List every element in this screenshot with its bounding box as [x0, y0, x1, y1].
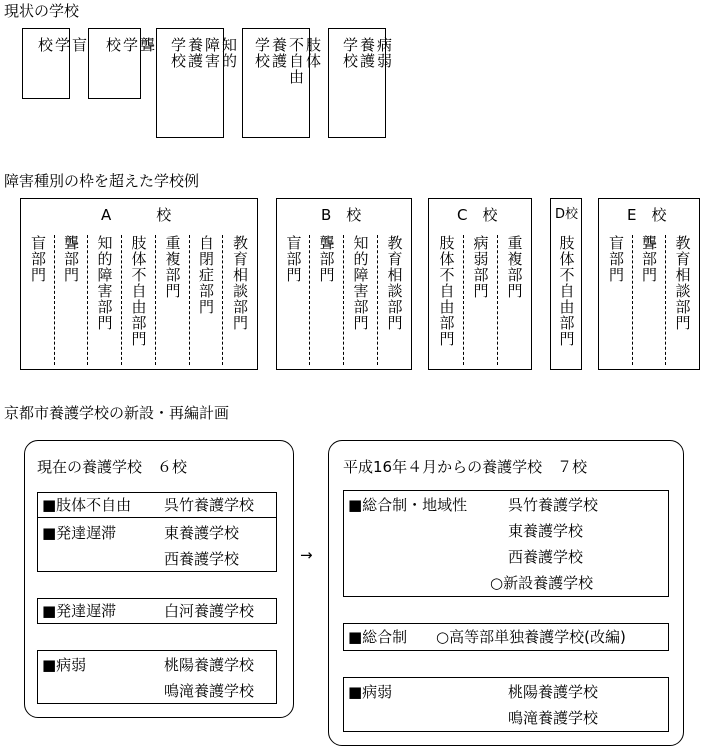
school-name: 東養護学校 [164, 524, 240, 542]
current-school-deaf [88, 28, 156, 99]
group-label: ■肢体不自由 [42, 496, 132, 514]
group-label: ■総合制・地域性 [348, 496, 468, 514]
department-label: 教育相談部門 [673, 235, 692, 331]
section-title-current: 現状の学校 [4, 2, 80, 20]
school-name: 東養護学校 [508, 522, 584, 540]
school-title: E 校 [627, 206, 667, 224]
panel-title: 現在の養護学校 ６校 [37, 458, 188, 476]
current-school-label: 聾 学 校 [104, 37, 156, 53]
department-label: 肢体不自由部門 [129, 235, 148, 347]
group-label: ■総合制 [348, 628, 408, 646]
current-school-label: 肢体 不自由 養護 学校 [253, 37, 322, 85]
section-title-examples: 障害種別の枠を超えた学校例 [4, 172, 200, 190]
department-label: 盲部門 [284, 235, 303, 283]
group-label: ■病弱 [42, 656, 87, 674]
school-name: 桃陽養護学校 [164, 656, 255, 674]
department-label: 病弱部門 [471, 235, 490, 299]
future-group-box [343, 490, 669, 597]
group-label: ■病弱 [348, 683, 393, 701]
department-label: 肢体不自由部門 [557, 235, 576, 347]
school-name: 鳴滝養護学校 [508, 709, 599, 727]
example-school-c [428, 198, 532, 370]
current-school-label: 病弱 養護 学校 [341, 37, 393, 69]
school-title: C 校 [457, 206, 498, 224]
department-label: 重複部門 [505, 235, 524, 299]
school-name: 鳴滝養護学校 [164, 682, 255, 700]
current-school-intellectual [156, 28, 238, 138]
section-title-plan: 京都市養護学校の新設・再編計画 [4, 404, 230, 422]
school-name: 白河養護学校 [164, 602, 255, 620]
school-name: ○高等部単独養護学校(改編) [436, 628, 626, 646]
example-school-d [550, 198, 582, 370]
school-title: D校 [555, 207, 579, 222]
school-name: 西養護学校 [508, 548, 584, 566]
department-label: 知的障害部門 [95, 235, 114, 331]
school-name: 呉竹養護学校 [164, 496, 255, 514]
current-school-health [328, 28, 393, 138]
example-school-e [598, 198, 700, 370]
department-label: 知的障害部門 [351, 235, 370, 331]
department-label: 肢体不自由部門 [437, 235, 456, 347]
group-label: ■発達遅滞 [42, 524, 117, 542]
current-group-box [37, 650, 277, 704]
school-name: 桃陽養護学校 [508, 683, 599, 701]
department-label: 教育相談部門 [231, 235, 249, 331]
current-school-label: 知的 障害 養護 学校 [169, 37, 238, 69]
example-school-a [20, 198, 258, 370]
school-name: ○新設養護学校 [490, 574, 594, 592]
school-name: 呉竹養護学校 [508, 496, 599, 514]
future-schools-panel [328, 440, 684, 746]
school-name: 西養護学校 [164, 550, 240, 568]
department-label: 盲部門 [607, 235, 625, 283]
department-label: 聾部門 [62, 235, 80, 283]
current-school-blind [22, 28, 88, 99]
department-label: 教育相談部門 [385, 235, 404, 331]
department-label: 重複部門 [163, 235, 182, 299]
current-schools-panel [24, 440, 294, 718]
current-group-box [37, 598, 277, 624]
current-school-physical [242, 28, 322, 138]
example-school-b [276, 198, 412, 370]
department-label: 聾部門 [317, 235, 336, 283]
department-label: 盲部門 [29, 235, 47, 283]
group-label: ■発達遅滞 [42, 602, 117, 620]
panel-title: 平成16年４月からの養護学校 ７校 [343, 458, 588, 476]
department-label: 聾部門 [640, 235, 658, 283]
future-group-box [343, 677, 669, 732]
department-label: 自閉症部門 [197, 235, 215, 315]
current-group-box [37, 492, 277, 572]
current-school-label: 盲 学 校 [36, 37, 88, 53]
school-title: B 校 [321, 206, 362, 224]
school-title: A 校 [101, 206, 172, 224]
arrow-icon: → [300, 546, 313, 564]
future-group-box [343, 623, 669, 651]
